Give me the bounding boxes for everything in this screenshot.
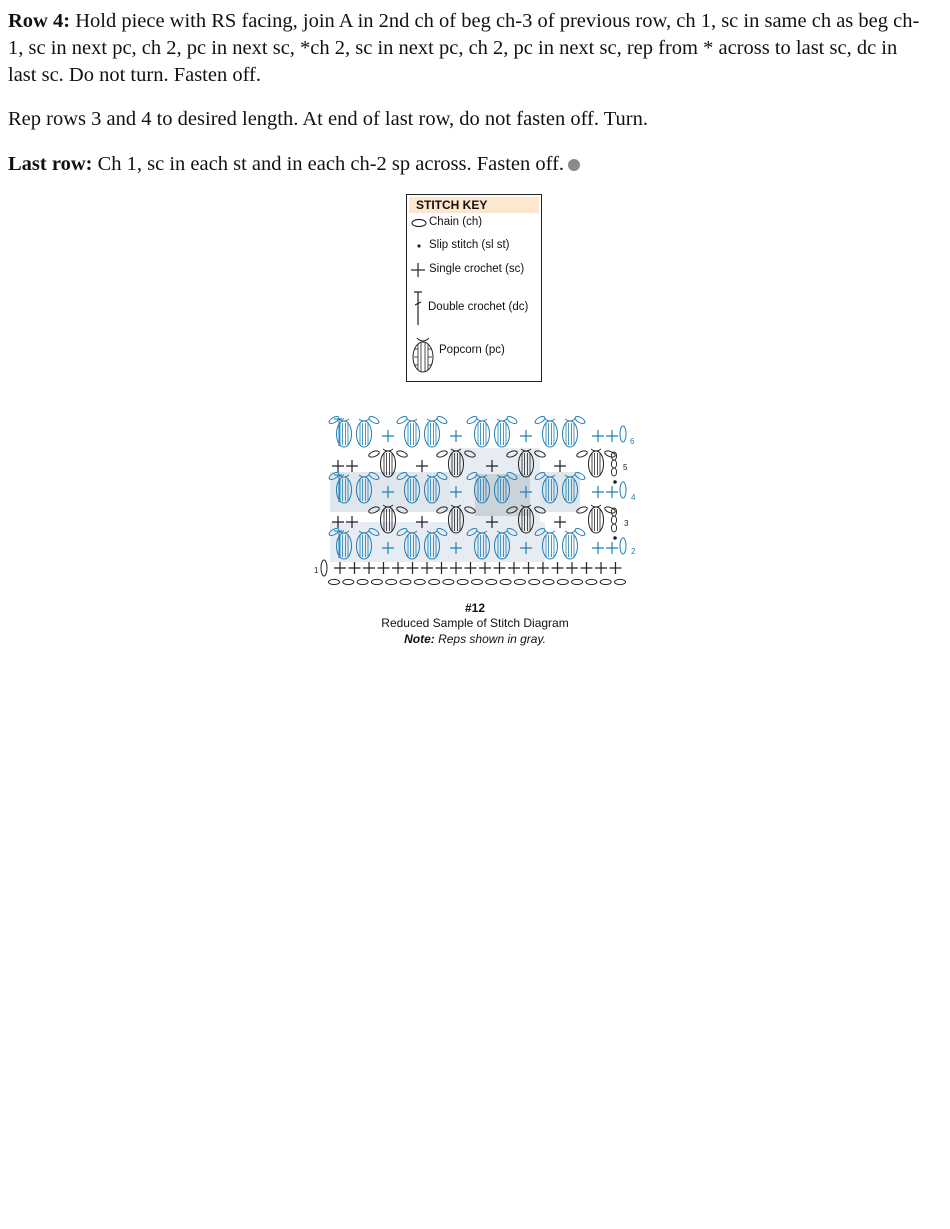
chain-symbol <box>574 415 586 425</box>
figure-title: Reduced Sample of Stitch Diagram <box>381 616 569 630</box>
popcorn-symbol <box>563 421 578 447</box>
sc-symbol <box>552 562 564 574</box>
popcorn-top <box>477 419 487 421</box>
turning-chain <box>620 538 626 554</box>
sc-symbol <box>606 486 618 498</box>
popcorn-top <box>407 419 417 421</box>
popcorn-symbol-icon <box>409 335 437 377</box>
row-number-1: 1 <box>314 566 319 575</box>
chain-symbol <box>328 415 340 425</box>
double-crochet-symbol-icon <box>408 289 428 329</box>
last-row-instructions <box>8 151 930 178</box>
chain-symbol <box>396 415 408 425</box>
chain-symbol <box>386 579 397 584</box>
chain-symbol <box>443 579 454 584</box>
row-4-text: Hold piece with RS facing, join A in 2nd ch of beg ch-3 of previous row, ch 1, sc in same ch as beg ch-1, sc in next pc, ch 2, pc in next sc, *ch 2, sc in next pc, ch 2, pc in next sc, rep from * across to last sc, dc in last sc. Do not turn. Fasten off. <box>8 10 920 86</box>
chain-symbol <box>414 579 425 584</box>
chain-symbol <box>396 450 408 459</box>
row-number-4: 4 <box>631 493 636 502</box>
popcorn-top <box>383 449 393 451</box>
sc-symbol <box>508 562 520 574</box>
sc-symbol <box>450 430 462 442</box>
popcorn-top <box>565 419 575 421</box>
chain-symbol <box>357 579 368 584</box>
sc-symbol <box>610 562 622 574</box>
chain-symbol <box>429 579 440 584</box>
row-number-2: 2 <box>631 547 636 556</box>
sc-symbol <box>554 516 566 528</box>
chain-symbol <box>576 450 588 459</box>
sc-symbol <box>382 430 394 442</box>
chain-symbol <box>343 579 354 584</box>
popcorn-top <box>565 531 575 533</box>
turning-chain <box>620 426 626 442</box>
sc-symbol <box>606 430 618 442</box>
sc-symbol <box>332 460 344 472</box>
sc-symbol <box>450 562 462 574</box>
popcorn-symbol <box>405 421 420 447</box>
chain-symbol <box>506 415 518 425</box>
chain-symbol <box>514 579 525 584</box>
figure-number: #12 <box>464 601 486 615</box>
popcorn-top <box>427 419 437 421</box>
sc-symbol <box>581 562 593 574</box>
sc-symbol <box>554 460 566 472</box>
popcorn-symbol <box>495 421 510 447</box>
chain-symbol <box>368 450 380 459</box>
chain-symbol <box>600 579 611 584</box>
chain-symbol <box>572 579 583 584</box>
sc-symbol <box>349 562 361 574</box>
slip-stitch-symbol <box>613 480 617 484</box>
slip-stitch-symbol <box>613 536 617 540</box>
sc-symbol <box>479 562 491 574</box>
chain-symbol <box>486 579 497 584</box>
popcorn-top <box>545 531 555 533</box>
single-crochet-symbol-icon <box>408 262 428 278</box>
last-row-label: Last row: <box>8 153 93 175</box>
chain-symbol <box>615 579 626 584</box>
sc-symbol <box>592 486 604 498</box>
row-number-6: 6 <box>630 437 635 446</box>
sc-symbol <box>606 542 618 554</box>
sc-symbol <box>416 460 428 472</box>
turning-chain <box>611 524 616 532</box>
chain-symbol <box>472 579 483 584</box>
chain-symbol <box>586 579 597 584</box>
sc-symbol <box>592 542 604 554</box>
sc-symbol <box>407 562 419 574</box>
chain-symbol <box>534 415 546 425</box>
chain-symbol <box>466 415 478 425</box>
sc-symbol <box>523 562 535 574</box>
sc-symbol <box>378 562 390 574</box>
popcorn-symbol <box>563 533 578 559</box>
popcorn-symbol <box>425 421 440 447</box>
chain-symbol <box>604 450 616 459</box>
stitch-key-title: STITCH KEY <box>409 197 539 213</box>
chain-symbol <box>371 579 382 584</box>
key-label-double-crochet: Double crochet (dc) <box>428 301 529 313</box>
popcorn-symbol <box>543 421 558 447</box>
chain-symbol <box>557 579 568 584</box>
chain-symbol <box>329 579 340 584</box>
last-row-text: Ch 1, sc in each st and in each ch-2 sp across. Fasten off. <box>92 153 565 175</box>
popcorn-symbol <box>589 451 604 477</box>
chain-symbol <box>529 579 540 584</box>
row-4-label: Row 4: <box>8 10 71 32</box>
row-number-5: 5 <box>623 463 628 472</box>
popcorn-symbol <box>357 421 372 447</box>
end-bullet-icon <box>568 159 580 171</box>
sc-symbol <box>537 562 549 574</box>
popcorn-top <box>545 419 555 421</box>
stitch-key <box>406 194 542 382</box>
sc-symbol <box>392 562 404 574</box>
popcorn-symbol <box>475 421 490 447</box>
key-label-chain: Chain (ch) <box>429 216 483 228</box>
row-number-3: 3 <box>624 519 629 528</box>
chain-symbol <box>436 415 448 425</box>
sc-symbol <box>592 430 604 442</box>
chain-symbol <box>400 579 411 584</box>
sc-symbol <box>363 562 375 574</box>
turning-chain <box>611 468 616 476</box>
sc-symbol <box>566 562 578 574</box>
sc-symbol <box>346 460 358 472</box>
figure-note-text: Reps shown in gray. <box>434 632 546 646</box>
popcorn-top <box>591 449 601 451</box>
figure-note-label: Note: <box>404 632 435 646</box>
popcorn-symbol <box>589 507 604 533</box>
chain-symbol <box>574 527 586 537</box>
chain-symbol <box>457 579 468 584</box>
turning-chain <box>620 482 626 498</box>
sc-symbol <box>520 430 532 442</box>
sc-symbol <box>595 562 607 574</box>
row-4-instructions <box>8 8 930 89</box>
figure-note <box>300 632 650 646</box>
slip-stitch-symbol-icon <box>409 240 429 252</box>
chain-symbol <box>604 506 616 515</box>
chain-symbol <box>368 415 380 425</box>
chain-symbol <box>543 579 554 584</box>
sc-symbol <box>334 562 346 574</box>
stitch-diagram <box>310 408 650 593</box>
popcorn-top <box>591 505 601 507</box>
turning-chain <box>321 560 327 576</box>
popcorn-top <box>359 419 369 421</box>
repeat-instructions: Rep rows 3 and 4 to desired length. At end of last row, do not fasten off. Turn. <box>8 108 648 130</box>
key-label-slip-stitch: Slip stitch (sl st) <box>429 239 510 251</box>
turning-chain <box>611 460 616 468</box>
turning-chain <box>611 516 616 524</box>
sc-symbol <box>465 562 477 574</box>
sc-symbol <box>436 562 448 574</box>
key-label-single-crochet: Single crochet (sc) <box>429 263 525 275</box>
chain-symbol <box>436 450 448 459</box>
chain-symbol-icon <box>409 217 429 229</box>
sc-symbol <box>494 562 506 574</box>
key-label-popcorn: Popcorn (pc) <box>439 344 505 356</box>
sc-symbol <box>421 562 433 574</box>
popcorn-top <box>497 419 507 421</box>
chain-symbol <box>500 579 511 584</box>
